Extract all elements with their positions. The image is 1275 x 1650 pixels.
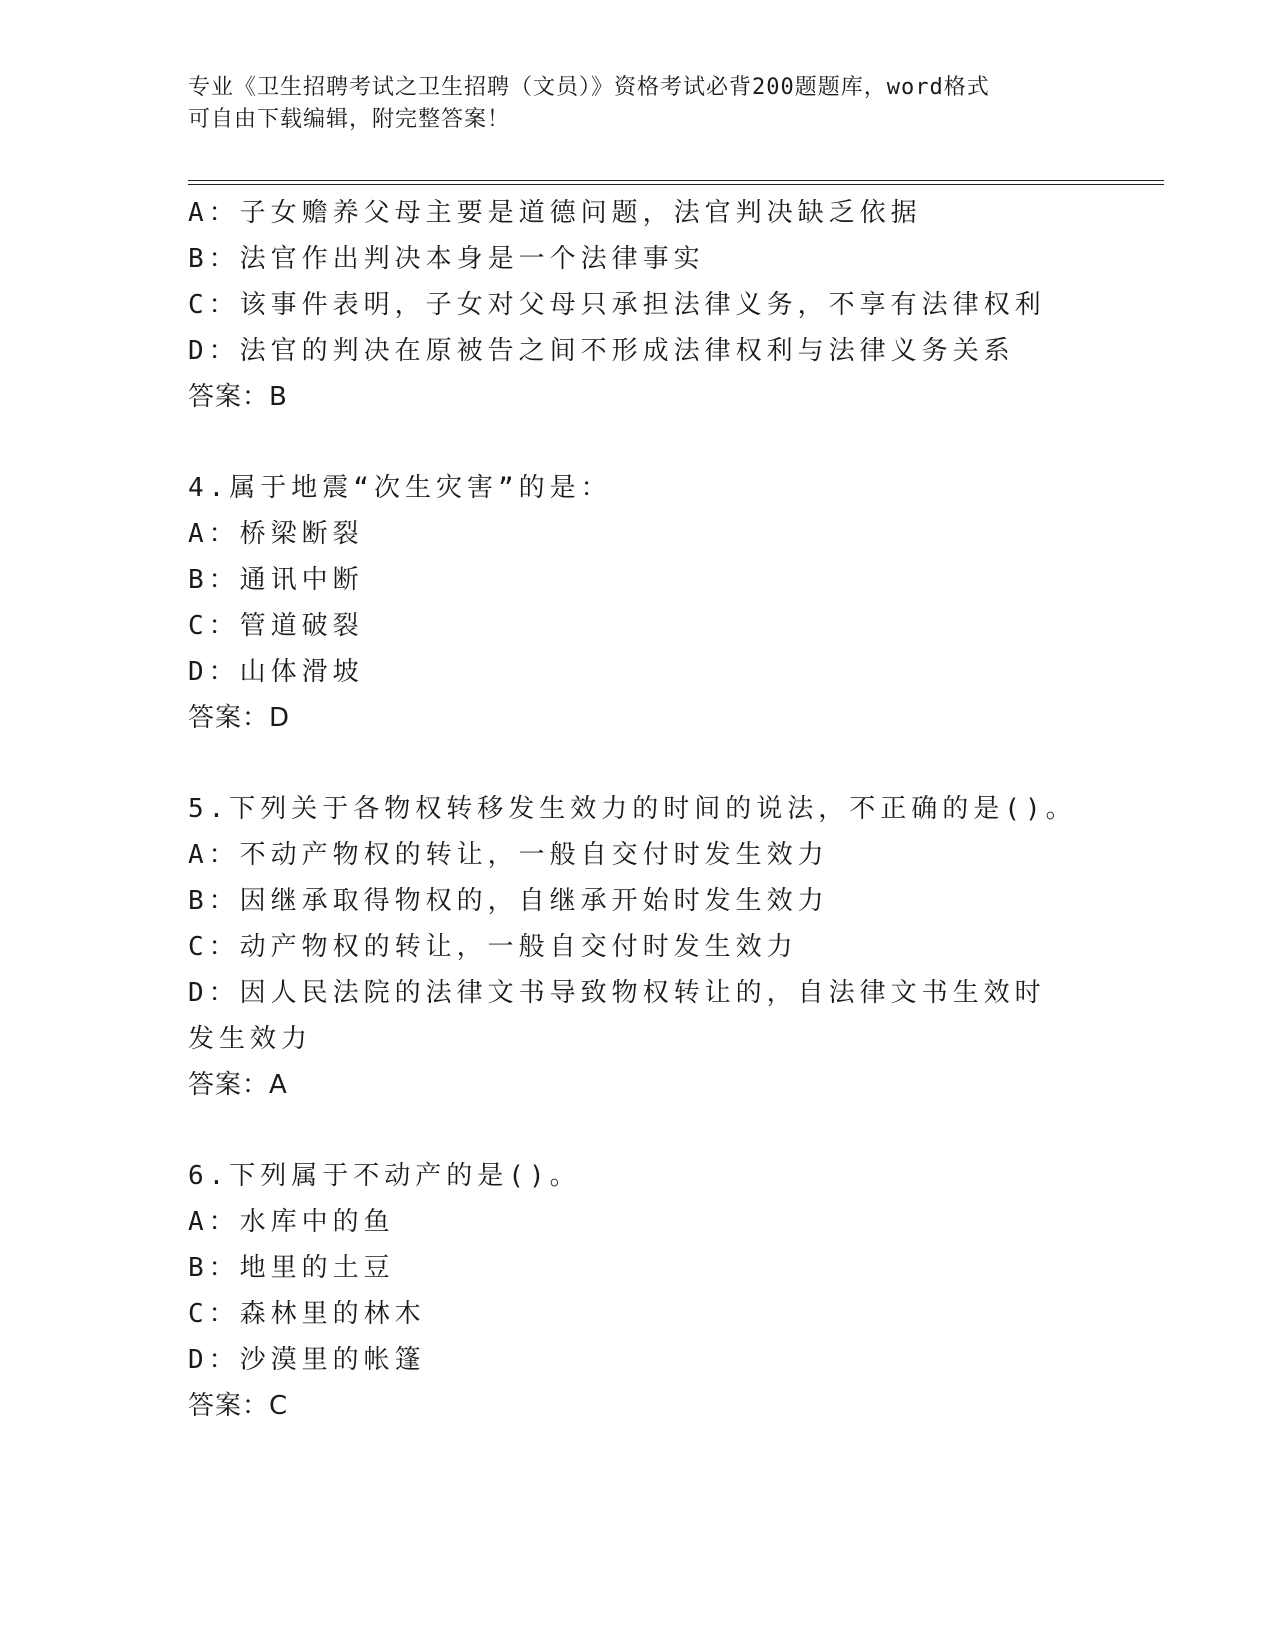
question-text: 4.属于地震“次生灾害”的是： (188, 473, 612, 503)
option-b: B：通讯中断 (188, 565, 364, 595)
option-b: B：法官作出判决本身是一个法律事实 (188, 244, 705, 274)
option-a: A：不动产物权的转让，一般自交付时发生效力 (188, 840, 829, 870)
option-b: B：地里的土豆 (188, 1253, 395, 1283)
option-c: C：该事件表明，子女对父母只承担法律义务，不享有法律权利 (188, 290, 1046, 320)
header-divider-top (188, 180, 1164, 181)
question-text: 5.下列关于各物权转移发生效力的时间的说法，不正确的是()。 (188, 794, 1077, 824)
answer: 答案：D (188, 703, 291, 733)
question-6 (188, 1153, 1088, 1429)
option-d: D：沙漠里的帐篷 (188, 1345, 426, 1375)
answer: 答案：B (188, 382, 288, 412)
header-line-1: 专业《卫生招聘考试之卫生招聘（文员）》资格考试必背200题题库，word格式 (188, 75, 990, 100)
option-d: D：法官的判决在原被告之间不形成法律权利与法律义务关系 (188, 336, 1015, 366)
question-5 (188, 786, 1088, 1108)
question-list (188, 190, 1088, 1429)
option-c: C：森林里的林木 (188, 1299, 426, 1329)
option-a: A：子女赡养父母主要是道德问题，法官判决缺乏依据 (188, 198, 922, 228)
document-header (188, 72, 1088, 136)
question-3 (188, 190, 1088, 420)
option-d: D：山体滑坡 (188, 657, 364, 687)
header-divider-bottom (188, 184, 1164, 185)
option-a: A：水库中的鱼 (188, 1207, 395, 1237)
question-4 (188, 465, 1088, 741)
option-c: C：动产物权的转让，一般自交付时发生效力 (188, 932, 798, 962)
answer: 答案：C (188, 1391, 289, 1421)
header-line-2: 可自由下载编辑，附完整答案！ (188, 107, 511, 132)
answer: 答案：A (188, 1070, 288, 1100)
option-a: A：桥梁断裂 (188, 519, 364, 549)
option-c: C：管道破裂 (188, 611, 364, 641)
option-d: D：因人民法院的法律文书导致物权转让的，自法律文书生效时发生效力 (188, 978, 1046, 1054)
question-text: 6.下列属于不动产的是()。 (188, 1161, 581, 1191)
option-b: B：因继承取得物权的，自继承开始时发生效力 (188, 886, 829, 916)
